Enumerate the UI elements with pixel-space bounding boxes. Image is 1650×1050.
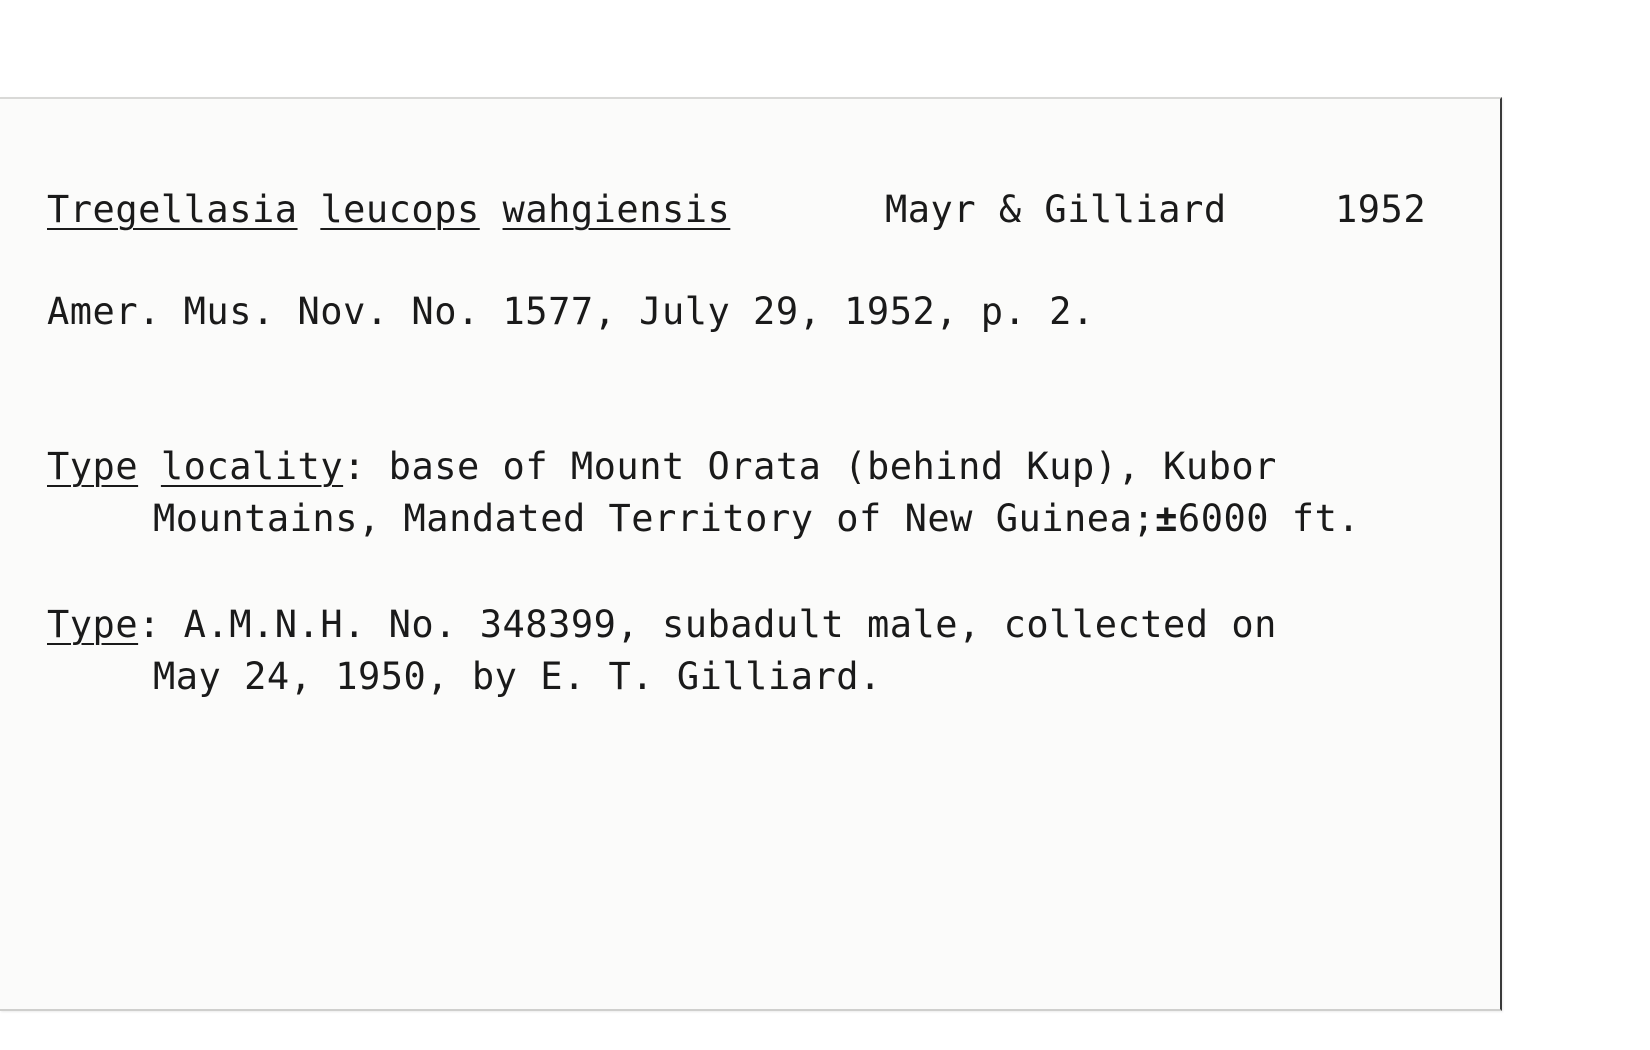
plus-minus-symbol: ± bbox=[1155, 497, 1178, 540]
index-card bbox=[0, 97, 1502, 1011]
elevation-text: 6000 ft. bbox=[1177, 497, 1361, 540]
genus-name: Tregellasia bbox=[47, 188, 298, 231]
species-name: leucops bbox=[320, 188, 480, 231]
type-locality-line-2 bbox=[153, 497, 1360, 540]
taxon-authors: Mayr & Gilliard bbox=[885, 188, 1227, 231]
type-specimen-colon: : bbox=[138, 603, 161, 646]
type-locality-text-1: base of Mount Orata (behind Kup), Kubor bbox=[365, 445, 1277, 488]
subspecies-name: wahgiensis bbox=[502, 188, 731, 231]
type-specimen-line-2: May 24, 1950, by E. T. Gilliard. bbox=[153, 655, 882, 698]
taxon-name-line bbox=[47, 188, 730, 231]
type-locality-text-2: Mountains, Mandated Territory of New Guinea; bbox=[153, 497, 1156, 540]
type-specimen-label: Type bbox=[47, 603, 139, 646]
type-locality-line-1 bbox=[47, 445, 1277, 488]
taxon-year: 1952 bbox=[1335, 188, 1427, 231]
type-specimen-text-1: A.M.N.H. No. 348399, subadult male, collected on bbox=[160, 603, 1277, 646]
citation-line: Amer. Mus. Nov. No. 1577, July 29, 1952, p. 2. bbox=[47, 290, 1095, 333]
type-locality-colon: : bbox=[343, 445, 366, 488]
type-specimen-line-1 bbox=[47, 603, 1277, 646]
type-locality-label-type: Type bbox=[47, 445, 139, 488]
type-locality-label-locality: locality bbox=[160, 445, 344, 488]
